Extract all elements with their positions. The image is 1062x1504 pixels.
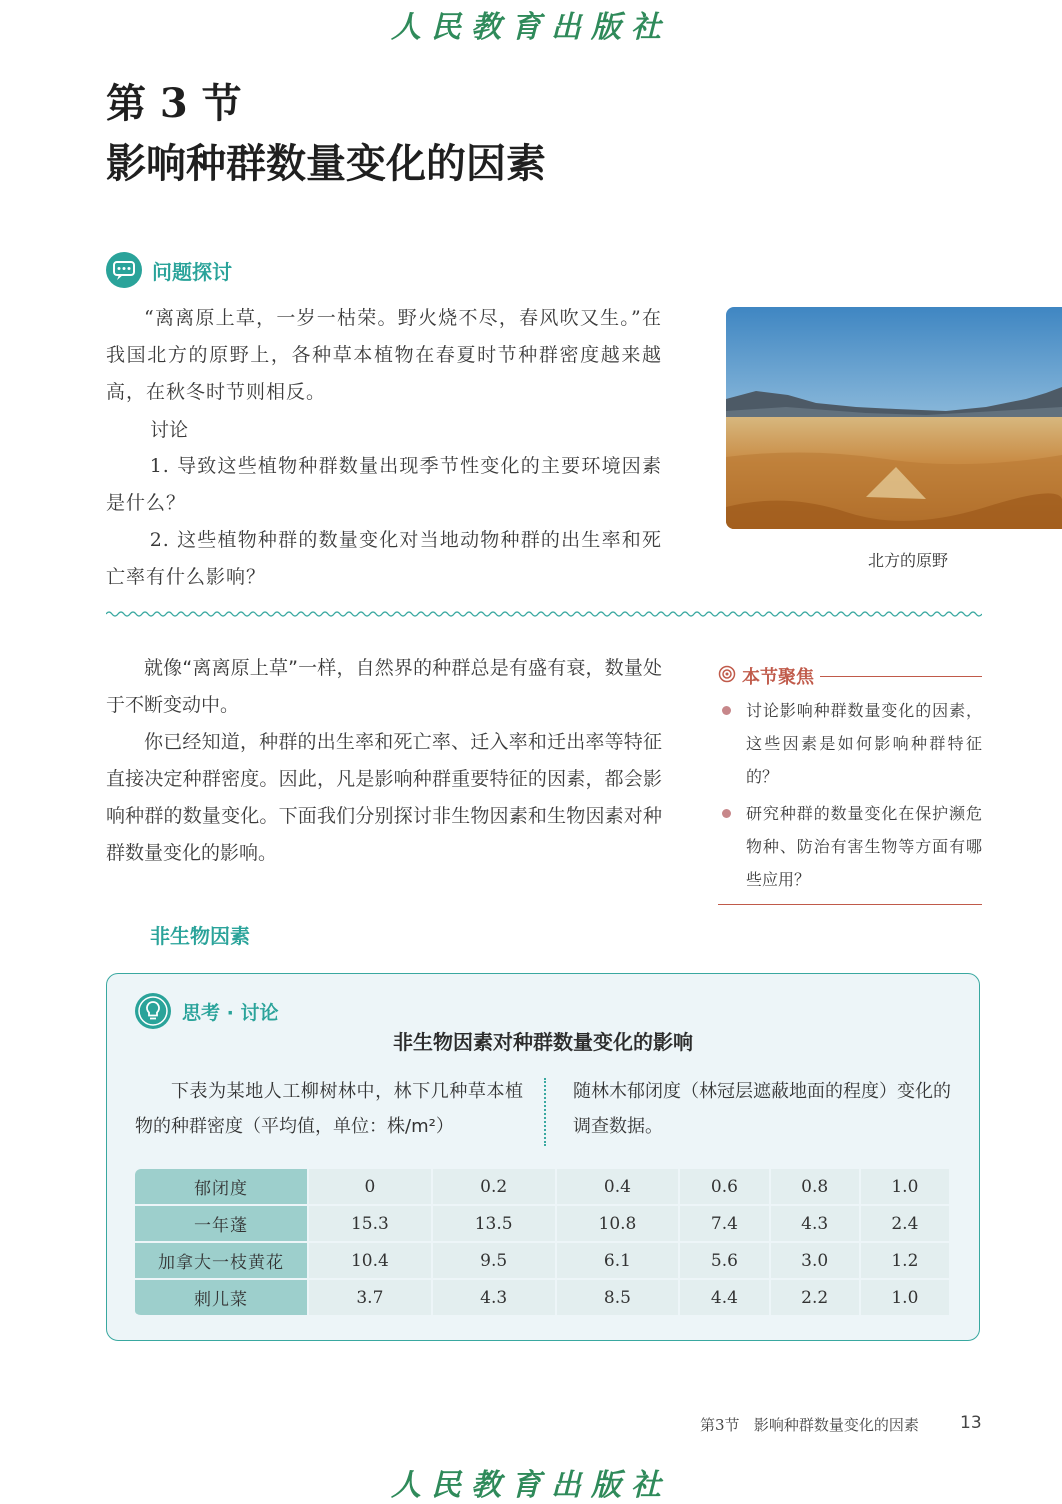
section-focus-box	[718, 662, 982, 905]
think-discuss-label: 思考 · 讨论	[182, 1002, 279, 1024]
table-cell: 2.4	[861, 1206, 951, 1243]
table-cell: 13.5	[433, 1206, 557, 1243]
focus-item	[718, 797, 982, 896]
abiotic-factors-heading: 非生物因素	[150, 924, 250, 948]
table-cell: 1.2	[861, 1243, 951, 1280]
table-cell: 6.1	[557, 1243, 681, 1280]
species-name: 刺儿菜	[135, 1280, 309, 1317]
discussion-label: 讨论	[150, 419, 189, 441]
chat-bubble-icon	[106, 252, 142, 288]
table-cell: 4.3	[433, 1280, 557, 1317]
grassland-photo	[726, 307, 1062, 529]
table-header-cell: 0.2	[433, 1169, 557, 1206]
table-cell: 10.4	[309, 1243, 433, 1280]
table-row	[135, 1206, 951, 1243]
body-paragraph-2: 你已经知道，种群的出生率和死亡率、迁入率和迁出率等特征直接决定种群密度。因此，凡是影响种群重要特征的因素，都会影响种群的数量变化。下面我们分别探讨非生物因素和生物因素对种群数量变化的影响。	[106, 731, 662, 864]
page-title: 影响种群数量变化的因素	[106, 140, 546, 187]
dotted-column-divider	[544, 1078, 546, 1146]
focus-title: 本节聚焦	[742, 667, 814, 688]
focus-item-text: 讨论影响种群数量变化的因素，这些因素是如何影响种群特征的？	[746, 701, 982, 786]
table-cell: 1.0	[861, 1280, 951, 1317]
table-cell: 10.8	[557, 1206, 681, 1243]
focus-bottom-rule	[718, 904, 982, 905]
page-number: 13	[960, 1413, 982, 1433]
wavy-divider	[106, 606, 982, 620]
problem-discussion-heading: 问题探讨	[152, 260, 232, 284]
body-paragraph-1: 就像“离离原上草”一样，自然界的种群总是有盛有衰，数量处于不断变动中。	[106, 657, 662, 716]
table-cell: 7.4	[680, 1206, 770, 1243]
footer-section-title: 影响种群数量变化的因素	[753, 1416, 919, 1434]
problem-paragraph: “离离原上草，一岁一枯荣。野火烧不尽，春风吹又生。”在我国北方的原野上，各种草本植物在春夏时节种群密度越来越高，在秋冬时节则相反。	[106, 307, 662, 403]
table-row	[135, 1243, 951, 1280]
publisher-logo-top: 人民教育出版社	[391, 10, 671, 45]
table-row	[135, 1280, 951, 1317]
photo-caption: 北方的原野	[867, 551, 948, 570]
table-header-cell: 0.4	[557, 1169, 681, 1206]
think-text-right: 随林木郁闭度（林冠层遮蔽地面的程度）变化的调查数据。	[573, 1081, 951, 1137]
species-name: 加拿大一枝黄花	[135, 1243, 309, 1280]
table-header-cell: 0.8	[771, 1169, 861, 1206]
focus-item-text: 研究种群的数量变化在保护濒危物种、防治有害生物等方面有哪些应用？	[746, 804, 982, 889]
table-cell: 3.7	[309, 1280, 433, 1317]
table-header-cell: 1.0	[861, 1169, 951, 1206]
think-discuss-title: 非生物因素对种群数量变化的影响	[393, 1030, 693, 1054]
table-cell: 2.2	[771, 1280, 861, 1317]
bullet-dot-icon	[722, 809, 731, 818]
focus-rule	[820, 676, 982, 677]
table-cell: 4.3	[771, 1206, 861, 1243]
think-text-left: 下表为某地人工柳树林中，林下几种草本植物的种群密度（平均值，单位：株/m²）	[135, 1081, 523, 1137]
table-cell: 3.0	[771, 1243, 861, 1280]
table-cell: 15.3	[309, 1206, 433, 1243]
species-name: 一年蓬	[135, 1206, 309, 1243]
discussion-question-1: 1. 导致这些植物种群数量出现季节性变化的主要环境因素是什么？	[106, 455, 662, 514]
table-header-cell: 0.6	[680, 1169, 770, 1206]
focus-item	[718, 694, 982, 793]
publisher-logo-bottom: 人民教育出版社	[391, 1468, 671, 1503]
table-cell: 9.5	[433, 1243, 557, 1280]
discussion-question-2: 2. 这些植物种群的数量变化对当地动物种群的出生率和死亡率有什么影响？	[106, 529, 662, 588]
density-table	[135, 1169, 951, 1317]
section-number: 第 3 节	[106, 80, 242, 127]
target-icon	[718, 665, 736, 687]
table-cell: 4.4	[680, 1280, 770, 1317]
running-footer	[700, 1414, 919, 1435]
footer-section-label: 第3节	[700, 1416, 740, 1434]
bullet-dot-icon	[722, 706, 731, 715]
table-header-label: 郁闭度	[135, 1169, 309, 1206]
lightbulb-icon	[135, 993, 171, 1029]
table-cell: 5.6	[680, 1243, 770, 1280]
table-cell: 8.5	[557, 1280, 681, 1317]
table-header-cell: 0	[309, 1169, 433, 1206]
body-text	[106, 650, 662, 872]
table-header-row	[135, 1169, 951, 1206]
